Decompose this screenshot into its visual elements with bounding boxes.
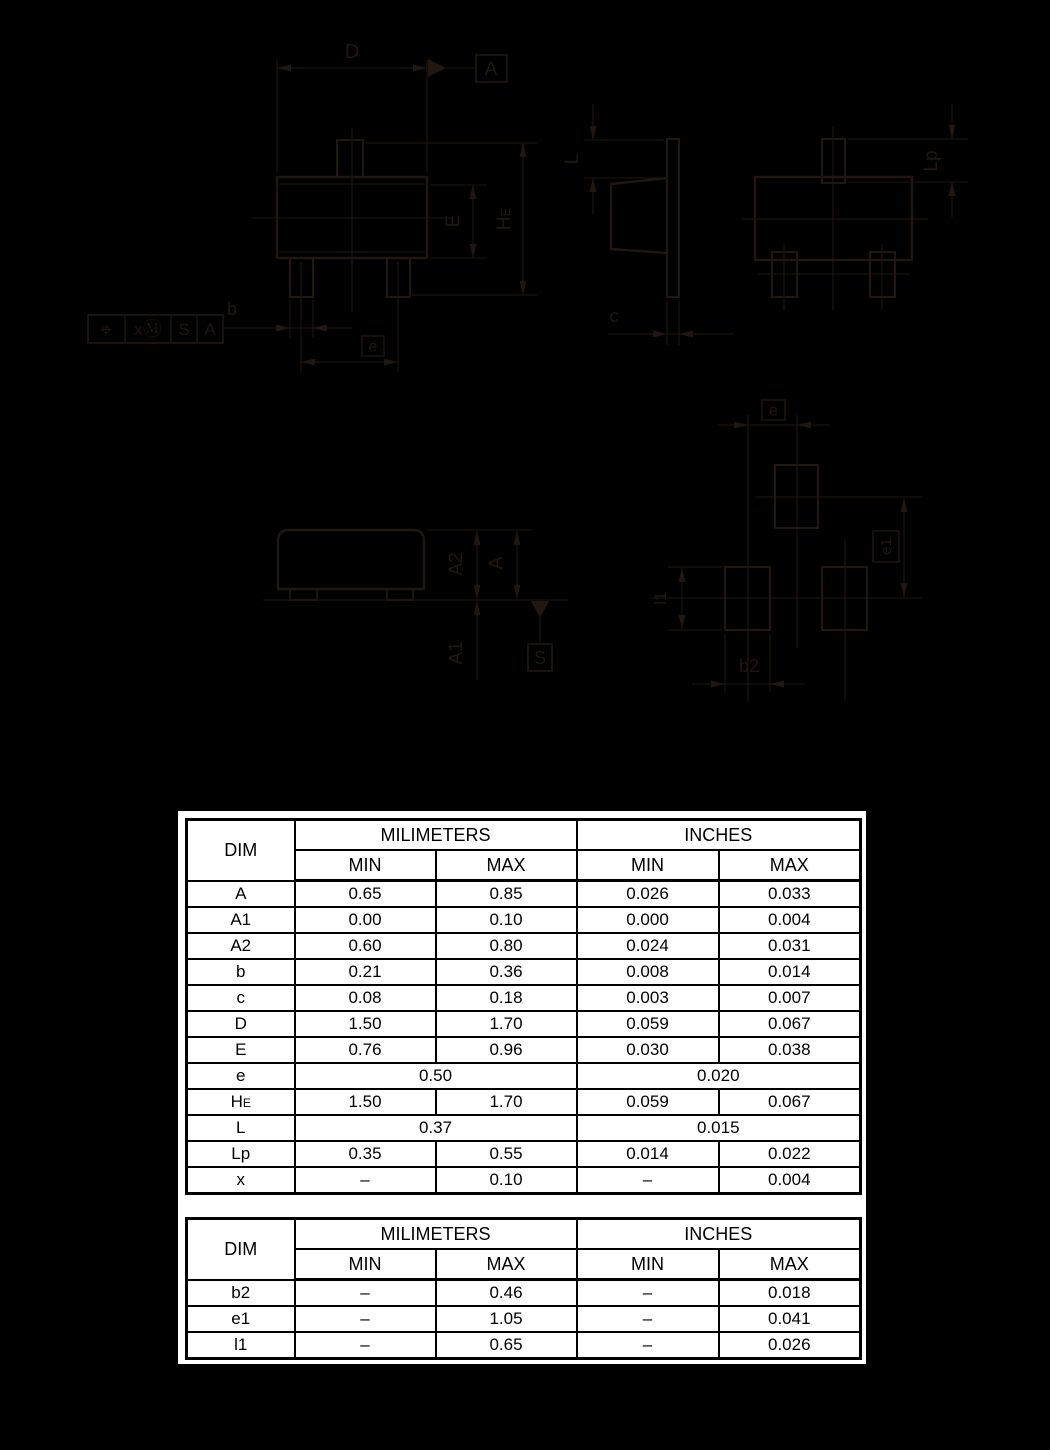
value-cell: 0.37 xyxy=(295,1115,577,1141)
table-row xyxy=(187,907,861,933)
position-symbol-icon: ⌖ xyxy=(100,319,112,341)
header-max-mm: MAX xyxy=(436,850,577,881)
header-min-in: MIN xyxy=(577,1249,719,1280)
table-row xyxy=(187,1011,861,1037)
dim-label-b2: b2 xyxy=(738,656,760,676)
header-max-in: MAX xyxy=(719,850,861,881)
dim-cell: E xyxy=(187,1037,295,1063)
value-cell: 0.08 xyxy=(295,985,436,1011)
datum-ref-s: S xyxy=(178,320,190,339)
datum-label-a: A xyxy=(484,59,498,80)
header-min-in: MIN xyxy=(577,850,719,881)
dim-label-a2: A2 xyxy=(446,552,467,576)
dim-cell: b xyxy=(187,959,295,985)
value-cell: 0.35 xyxy=(295,1141,436,1167)
value-cell: 0.46 xyxy=(436,1280,577,1307)
table-row xyxy=(187,1037,861,1063)
value-cell: 0.10 xyxy=(436,1167,577,1194)
value-cell: – xyxy=(295,1332,436,1359)
dim-cell: D xyxy=(187,1011,295,1037)
table-row xyxy=(187,1306,861,1332)
value-cell: 0.038 xyxy=(719,1037,861,1063)
lead-foot-left xyxy=(290,589,317,600)
dim-cell: A2 xyxy=(187,933,295,959)
table-body xyxy=(187,1280,861,1359)
value-cell: 0.022 xyxy=(719,1141,861,1167)
dim-cell: HE xyxy=(187,1089,295,1115)
value-cell: – xyxy=(577,1332,719,1359)
dimension-tables-block xyxy=(178,811,866,1364)
datum-triangle-a xyxy=(428,59,446,77)
value-cell: 0.00 xyxy=(295,907,436,933)
front-view xyxy=(263,530,568,680)
table-row xyxy=(187,1141,861,1167)
lead-side-view xyxy=(667,139,679,297)
table-gap xyxy=(185,1195,859,1217)
side-view xyxy=(562,104,734,345)
table-row xyxy=(187,933,861,959)
value-cell: 1.50 xyxy=(295,1011,436,1037)
dim-label-lp: Lp xyxy=(921,150,942,172)
value-cell: 0.014 xyxy=(719,959,861,985)
value-cell: – xyxy=(577,1167,719,1194)
value-cell: 0.50 xyxy=(295,1063,577,1089)
dim-label-l: L xyxy=(562,153,583,165)
table-row xyxy=(187,1280,861,1307)
dimension-table-land-pattern xyxy=(185,1217,862,1360)
value-cell: – xyxy=(577,1306,719,1332)
lead-foot-right xyxy=(387,589,413,600)
package-body-front-view xyxy=(278,530,424,589)
value-cell: 0.85 xyxy=(436,881,577,908)
bottom-view xyxy=(742,104,968,310)
top-lead xyxy=(337,140,363,177)
value-cell: 0.007 xyxy=(719,985,861,1011)
value-cell: 0.65 xyxy=(295,881,436,908)
header-dim: DIM xyxy=(187,1219,295,1280)
table-row xyxy=(187,881,861,908)
dim-label-d: D xyxy=(344,41,360,63)
value-cell: 0.96 xyxy=(436,1037,577,1063)
value-cell: 0.033 xyxy=(719,881,861,908)
value-cell: 0.041 xyxy=(719,1306,861,1332)
dim-label-l1: l1 xyxy=(651,591,670,605)
value-cell: 0.026 xyxy=(719,1332,861,1359)
value-cell: 0.026 xyxy=(577,881,719,908)
dim-cell: A1 xyxy=(187,907,295,933)
header-millimeters: MILIMETERS xyxy=(295,820,577,851)
table-row xyxy=(187,1089,861,1115)
value-cell: – xyxy=(577,1280,719,1307)
package-body-side-view xyxy=(611,178,667,253)
dim-label-lp-e: e xyxy=(769,402,778,420)
table-row xyxy=(187,1115,861,1141)
header-min-mm: MIN xyxy=(295,1249,436,1280)
value-cell: 1.50 xyxy=(295,1089,436,1115)
table-row xyxy=(187,985,861,1011)
value-cell: – xyxy=(295,1306,436,1332)
dim-cell: e xyxy=(187,1063,295,1089)
value-cell: 1.70 xyxy=(436,1089,577,1115)
value-cell: 0.059 xyxy=(577,1089,719,1115)
value-cell: 0.015 xyxy=(577,1115,861,1141)
header-max-mm: MAX xyxy=(436,1249,577,1280)
table-row xyxy=(187,1332,861,1359)
dim-label-e-body: E xyxy=(443,214,464,228)
value-cell: 0.10 xyxy=(436,907,577,933)
header-min-mm: MIN xyxy=(295,850,436,881)
value-cell: 0.014 xyxy=(577,1141,719,1167)
dim-cell: e1 xyxy=(187,1306,295,1332)
table-row xyxy=(187,959,861,985)
header-millimeters: MILIMETERS xyxy=(295,1219,577,1250)
dim-cell: x xyxy=(187,1167,295,1194)
dim-cell: Lp xyxy=(187,1141,295,1167)
header-inches: INCHES xyxy=(577,1219,861,1250)
value-cell: – xyxy=(295,1167,436,1194)
dim-label-e1: e1 xyxy=(878,538,895,555)
dim-label-c: c xyxy=(609,306,619,326)
value-cell: 0.21 xyxy=(295,959,436,985)
dim-label-a: A xyxy=(486,556,507,570)
value-cell: 0.030 xyxy=(577,1037,719,1063)
dim-label-b: b xyxy=(226,299,238,319)
datum-triangle-s xyxy=(531,601,549,618)
value-cell: 0.000 xyxy=(577,907,719,933)
datum-label-s: S xyxy=(533,648,547,668)
tolerance-value: xⓂ xyxy=(134,319,162,340)
header-inches: INCHES xyxy=(577,820,861,851)
table-row xyxy=(187,1063,861,1089)
dim-label-a1: A1 xyxy=(446,641,467,665)
value-cell: 0.55 xyxy=(436,1141,577,1167)
value-cell: 1.70 xyxy=(436,1011,577,1037)
value-cell: 0.65 xyxy=(436,1332,577,1359)
value-cell: 0.067 xyxy=(719,1089,861,1115)
value-cell: 0.008 xyxy=(577,959,719,985)
value-cell: 0.18 xyxy=(436,985,577,1011)
table-row xyxy=(187,1167,861,1194)
value-cell: 0.020 xyxy=(577,1063,861,1089)
datum-ref-a: A xyxy=(204,320,216,339)
value-cell: 0.004 xyxy=(719,907,861,933)
feature-control-frame xyxy=(88,315,223,343)
value-cell: 0.031 xyxy=(719,933,861,959)
value-cell: 0.36 xyxy=(436,959,577,985)
value-cell: 0.067 xyxy=(719,1011,861,1037)
dim-cell: A xyxy=(187,881,295,908)
top-view xyxy=(88,41,537,372)
value-cell: 0.018 xyxy=(719,1280,861,1307)
value-cell: 1.05 xyxy=(436,1306,577,1332)
dim-cell: l1 xyxy=(187,1332,295,1359)
dim-label-he: HE xyxy=(494,207,515,231)
dim-label-e-pitch: e xyxy=(368,338,378,356)
value-cell: 0.003 xyxy=(577,985,719,1011)
value-cell: 0.024 xyxy=(577,933,719,959)
land-pattern-view xyxy=(651,400,922,702)
dim-cell: c xyxy=(187,985,295,1011)
header-max-in: MAX xyxy=(719,1249,861,1280)
dim-cell: L xyxy=(187,1115,295,1141)
value-cell: 0.80 xyxy=(436,933,577,959)
value-cell: 0.004 xyxy=(719,1167,861,1194)
value-cell: 0.76 xyxy=(295,1037,436,1063)
dimension-table-main xyxy=(185,818,862,1195)
dim-cell: b2 xyxy=(187,1280,295,1307)
table-body xyxy=(187,881,861,1194)
value-cell: 0.60 xyxy=(295,933,436,959)
value-cell: – xyxy=(295,1280,436,1307)
value-cell: 0.059 xyxy=(577,1011,719,1037)
header-dim: DIM xyxy=(187,820,295,881)
